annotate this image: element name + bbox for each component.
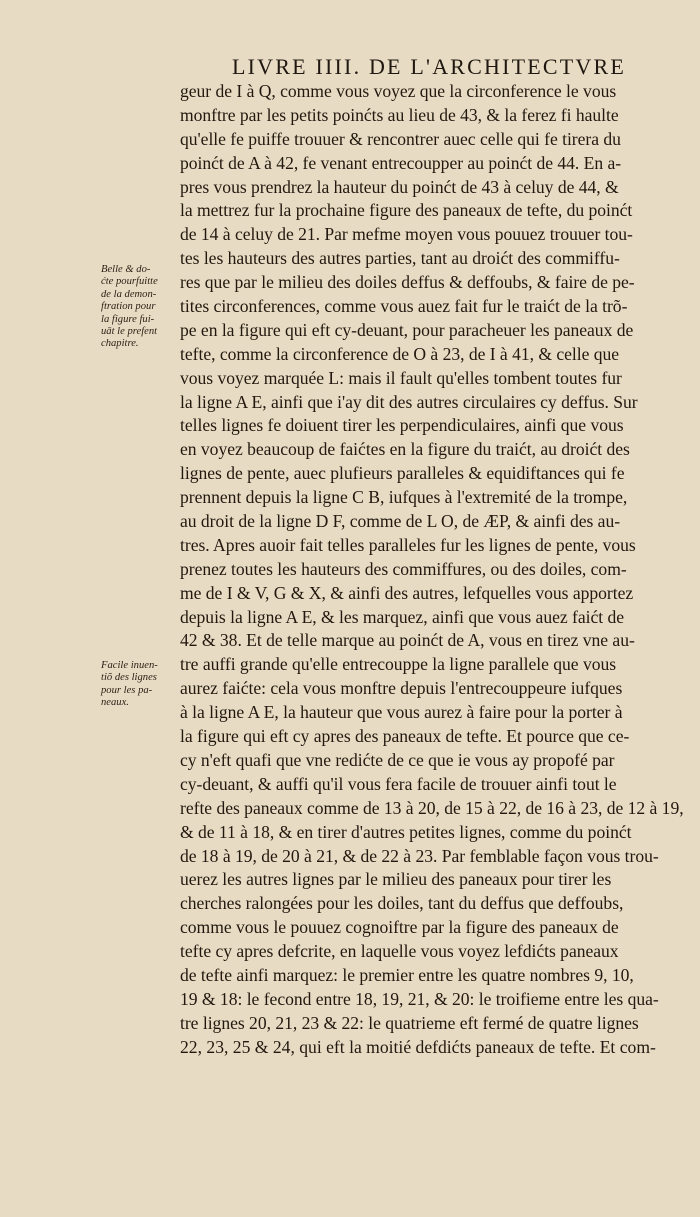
text-line: cy-deuant, & auffi qu'il vous fera facile de trouuer ainfi tout le [180, 773, 617, 794]
margin-note-line: de la demon- [101, 288, 157, 300]
text-line: depuis la ligne A E, & les marquez, ainfi que vous auez faićt de [180, 606, 625, 627]
margin-note-line: ftration pour [101, 301, 156, 313]
text-line: poinćt de A à 42, fe venant entrecoupper au poinćt de 44. En a- [180, 152, 622, 173]
text-line: à la ligne A E, la hauteur que vous aurez à faire pour la porter à [180, 702, 623, 723]
margin-note-line: Facile inuen- [101, 660, 158, 671]
body-text [180, 80, 692, 1060]
text-line: lignes de pente, auec plufieurs paralleles & equidiftances qui fe [180, 463, 625, 484]
text-line: la mettrez fur la prochaine figure des paneaux de tefte, du poinćt [180, 200, 633, 221]
text-line: la figure qui eft cy apres des paneaux de tefte. Et pource que ce- [180, 726, 630, 747]
text-line: en voyez beaucoup de faićtes en la figure du traićt, au droićt des [180, 439, 630, 460]
text-line: tites circonferences, comme vous auez fait fur le traićt de la trõ- [180, 296, 628, 317]
margin-note-demonstration [101, 264, 181, 351]
text-line: la ligne A E, ainfi que i'ay dit des autres circulaires cy deffus. Sur [180, 391, 638, 412]
text-line: comme vous le pouuez cognoiftre par la figure des paneaux de [180, 917, 619, 938]
text-line: cherches ralongées pour les doiles, tant du deffus que deffoubs, [180, 893, 624, 914]
text-line: tes les hauteurs des autres parties, tant au droićt des commiffu- [180, 248, 620, 269]
text-line: au droit de la ligne D F, comme de L O, de ÆP, & ainfi des au- [180, 511, 621, 532]
margin-note-line: ćte pourfuitte [101, 276, 158, 288]
text-line: tres. Apres auoir fait telles paralleles fur les lignes de pente, vous [180, 534, 636, 555]
text-line: 42 & 38. Et de telle marque au poinćt de A, vous en tirez vne au- [180, 630, 635, 651]
text-line: prenez toutes les hauteurs des commiffures, ou des doiles, com- [180, 558, 627, 579]
text-line: geur de I à Q, comme vous voyez que la circonference le vous [180, 81, 617, 101]
margin-note-line: neaux. [101, 697, 129, 709]
text-line: tefte cy apres defcrite, en laquelle vous voyez lefdićts paneaux [180, 941, 619, 962]
text-line: res que par le milieu des doiles deffus & deffoubs, & faire de pe- [180, 272, 635, 293]
text-line: 22, 23, 25 & 24, qui eft la moitié defdićts paneaux de tefte. Et com- [180, 1036, 656, 1057]
text-line: de tefte ainfi marquez: le premier entre les quatre nombres 9, 10, [180, 964, 634, 985]
text-line: qu'elle fe puiffe trouuer & rencontrer auec celle qui fe tirera du [180, 128, 621, 149]
margin-note-line: uāt le prefent [101, 326, 158, 338]
margin-note-line: tiõ des lignes [101, 672, 157, 684]
text-line: cy n'eft quafi que vne redićte de ce que ie vous ay propofé par [180, 749, 615, 770]
margin-note-line: la figure fui- [101, 313, 155, 325]
text-line: uerez les autres lignes par le milieu des paneaux pour tirer les [180, 869, 612, 890]
margin-note-line: pour les pa- [101, 684, 153, 696]
text-line: 19 & 18: le fecond entre 18, 19, 21, & 20: le troifieme entre les qua- [180, 988, 659, 1009]
text-line: prennent depuis la ligne C B, iufques à l'extremité de la trompe, [180, 487, 628, 508]
text-line: pres vous prendrez la hauteur du poinćt de 43 à celuy de 44, & [180, 176, 619, 197]
text-line: telles lignes fe doiuent tirer les perpendiculaires, ainfi que vous [180, 415, 624, 436]
text-line: de 18 à 19, de 20 à 21, & de 22 à 23. Par femblable façon vous trou- [180, 845, 659, 866]
text-line: me de I & V, G & X, & ainfi des autres, lefquelles vous apportez [180, 582, 634, 603]
text-line: aurez faićte: cela vous monftre depuis l'entrecouppeure iufques [180, 678, 623, 699]
text-line: refte des paneaux comme de 13 à 20, de 15 à 22, de 16 à 23, de 12 à 19, [180, 797, 684, 818]
text-line: & de 11 à 18, & en tirer d'autres petites lignes, comme du poinćt [180, 821, 632, 842]
running-head: LIVRE IIII. DE L'ARCHITECTVRE [232, 54, 627, 79]
text-line: tefte, comme la circonference de O à 23, de I à 41, & celle que [180, 343, 620, 364]
text-line: monftre par les petits poinćts au lieu de 43, & la ferez fi haulte [180, 104, 619, 125]
text-line: pe en la figure qui eft cy-deuant, pour paracheuer les paneaux de [180, 319, 634, 340]
text-line: vous voyez marquée L: mais il fault qu'elles tombent toutes fur [180, 367, 622, 388]
margin-note-invention [101, 660, 181, 710]
text-line: tre lignes 20, 21, 23 & 22: le quatrieme eft fermé de quatre lignes [180, 1012, 639, 1033]
text-line: tre auffi grande qu'elle entrecouppe la ligne parallele que vous [180, 654, 617, 675]
margin-note-line: chapitre. [101, 338, 139, 350]
margin-note-line: Belle & do- [101, 264, 151, 275]
text-line: de 14 à celuy de 21. Par mefme moyen vous pouuez trouuer tou- [180, 224, 633, 245]
